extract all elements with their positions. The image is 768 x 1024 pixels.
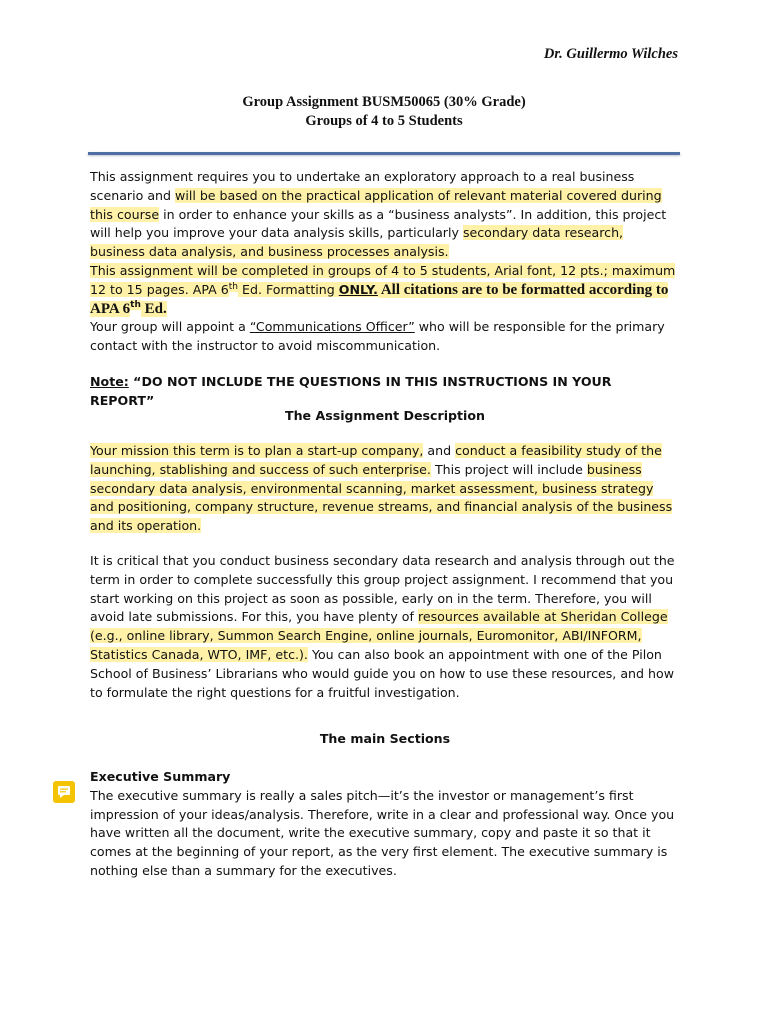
research-text: It is critical that you conduct business secondary data research and analysis through out the term in order to complete successfully this group project assignment. I recommend that you start working on this project as soon as possible, early on in the term. Therefore, you will avoid late submissions. For this, you have plenty of	[90, 553, 675, 625]
executive-summary-text: The executive summary is really a sales pitch—it’s the investor or management’s first impression of your ideas/analysis. Therefore, write in a clear and professional way. Once you have written all the document, write the executive summary, copy and paste it so that it comes at the beginning of your report, as the very first element. The executive summary is nothing else than a summary for the executives.	[90, 787, 675, 878]
intro-paragraph	[90, 168, 680, 356]
mission-highlight: business secondary data analysis, environmental scanning, market assessment, business strategy and positioning, company structure, revenue streams, and financial analysis of the business and its operation.	[90, 461, 673, 534]
superscript: th	[228, 281, 238, 292]
author-name: Dr. Guillermo Wilches	[543, 46, 678, 62]
executive-summary	[90, 768, 680, 881]
officer-text: Your group will appoint a	[90, 319, 250, 335]
officer-text: who will be responsible for the primary contact with the instructor to avoid miscommunication.	[90, 319, 665, 354]
mission-highlight: Your mission this term is to plan a start-up company,	[90, 443, 424, 458]
intro-text: This assignment requires you to undertake an exploratory approach to a real business scenario and	[90, 169, 635, 203]
format-highlight: This assignment will be completed in groups of 4 to 5 students, Arial font, 12 pts.; maximum 12 to 15 pages. APA 6	[90, 262, 676, 297]
assignment-heading: The Assignment Description	[284, 408, 485, 423]
title-block	[0, 93, 768, 131]
mission-highlight: conduct a feasibility study of the launching, stablishing and success of such enterprise.	[90, 443, 662, 477]
assignment-title: Group Assignment BUSM50065 (30% Grade)	[242, 94, 526, 110]
communications-officer-term: “Communications Officer”	[249, 319, 415, 335]
citation-emphasis: All citations are to be formatted according to APA 6	[90, 281, 669, 317]
assignment-subtitle: Groups of 4 to 5 Students	[305, 113, 463, 129]
note-text: “DO NOT INCLUDE THE QUESTIONS IN THIS INSTRUCTIONS IN YOUR REPORT”	[90, 374, 612, 408]
intro-highlight: will be based on the practical application of relevant material covered during this course	[90, 187, 662, 222]
format-highlight: Ed. Formatting	[238, 281, 339, 297]
mission-text: and	[423, 443, 456, 458]
research-text: You can also book an appointment with one of the Pilon School of Business’ Librarians who would guide you on how to use these resources, and how to formulate the right questions for a fruitful investigation.	[90, 646, 674, 700]
header-divider	[88, 152, 680, 155]
note-label: Note:	[90, 374, 129, 389]
comment-icon[interactable]	[53, 781, 75, 803]
research-paragraph	[90, 552, 680, 702]
citation-emphasis: Ed.	[140, 300, 167, 317]
executive-summary-heading: Executive Summary	[90, 769, 231, 784]
main-sections-heading: The main Sections	[319, 731, 451, 746]
note-line	[90, 373, 680, 411]
mission-text: This project will include	[430, 461, 587, 477]
superscript: th	[130, 300, 141, 311]
mission-paragraph	[90, 442, 680, 536]
intro-highlight: secondary data research, business data analysis, and business processes analysis.	[90, 225, 624, 260]
intro-text: in order to enhance your skills as a “business analysts”. In addition, this project will help you improve your data analysis skills, particularly	[90, 206, 667, 241]
only-emphasis: ONLY.	[338, 281, 378, 297]
resources-highlight: resources available at Sheridan College (e.g., online library, Summon Search Engine, online journals, Euromonitor, ABI/INFORM, Statistics Canada, WTO, IMF, etc.).	[90, 609, 668, 662]
